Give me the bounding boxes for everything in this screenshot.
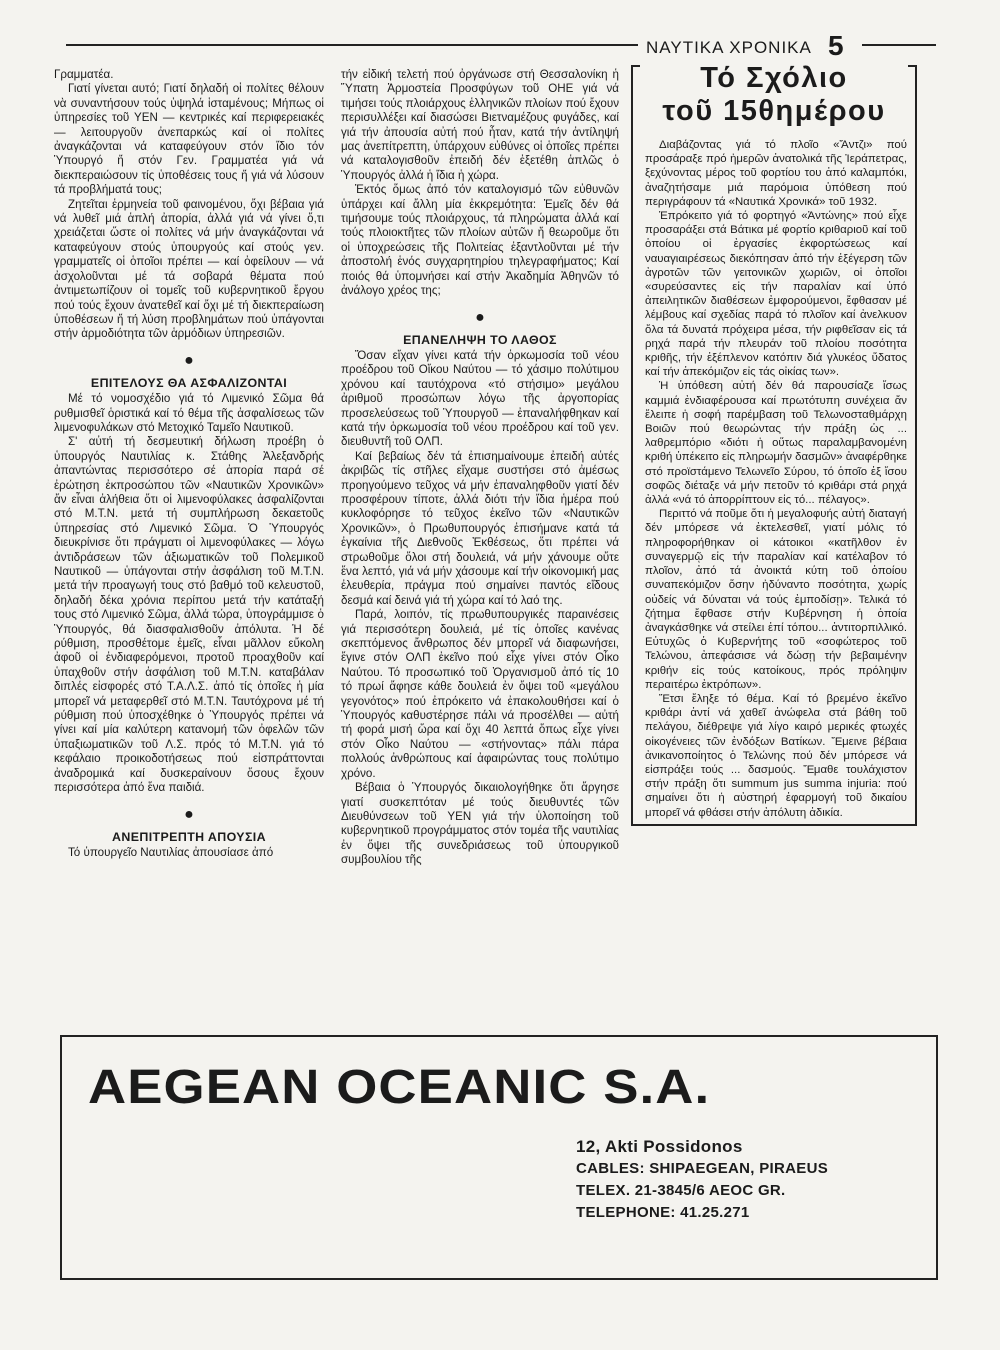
bullet-separator-icon: ● xyxy=(475,308,485,326)
ad-address: 12, Akti Possidonos xyxy=(576,1137,743,1156)
page-number: 5 xyxy=(828,30,844,61)
ad-telephone: TELEPHONE: 41.25.271 xyxy=(576,1204,750,1221)
bullet-separator-icon: ● xyxy=(184,805,194,823)
paragraph: Περιττό νά ποῦμε ὅτι ἡ μεγαλοφυής αὐτή διαταγή δέν μπόρεσε νά ἐκτελεσθεῖ, γιατί μόλις τό πληροφορήθηκαν οἱ κάτοικοι «κατῆλθον ἐν συναγερμῷ εἰς τήν παραλίαν καί κατέλαβον τό πλοῖον, ἀπό τά ἀνοικτά κύτη τοῦ ὁποίου συναπεκόμιζον ὅσην ἠδύναντο ποσότητα, χωρίς οὐδείς νά δύναται νά τούς ἐμποδίσῃ». Τελικά τό ζήτημα ἔφθασε στήν Κυβέρνηση ἡ ὁποία ἀναγκάσθηκε νά στείλει ἐπί τόπου... ἀντιτορπιλλικό. Εὐτυχῶς ὁ Κυβερνήτης τοῦ «σοφώτερος τοῦ Τελώνου, ἀπεφάσισε νά δώσῃ τήν βεβαιμένην κριθήν εἰς τούς κατοίκους, πρός πρόληψιν περαιτέρω ἐκτρόπων». xyxy=(645,508,907,691)
paragraph: τήν εἰδική τελετή πού ὀργάνωσε στή Θεσσαλονίκη ἡ Ὕπατη Ἁρμοστεία Προσφύγων τοῦ ΟΗΕ γιά νά τιμήσει τούς πλοιάρχους ἑλληνικῶν πλοίων πού ἔχουν περισυλλέξει καί διασώσει Βιετναμέζους φυγάδες, καί γιά τήν ἀπουσία αὐτή πού ἦταν, κατά τήν ἀντίληψή μας ἀνεπίτρεπτη, ὑπάρχουν εὐθύνες οἱ ὁποῖες πρέπει νά καταλογισθοῦν ἐπειδή δέν ἐξετέθη ἁπλῶς ὁ Ὑπουργός ἀλλά ἡ ἴδια ἡ χώρα. xyxy=(341,68,619,182)
paragraph: Βέβαια ὁ Ὑπουργός δικαιολογήθηκε ὅτι ἄργησε γιατί συσκεπτόταν μέ τούς διευθυντές τῶν Διευθύνσεων τοῦ ΥΕΝ γιά τήν ὑλοποίηση τοῦ κυβερνητικοῦ προγράμματος στόν τομέα τῆς ναυτιλίας ἐν ὄψει τῆς συνεδριάσεως τοῦ ὑπουργικοῦ συμβουλίου τῆς xyxy=(341,781,619,867)
column-3 xyxy=(645,138,907,820)
section-heading: ΕΠΑΝΕΛΗΨΗ ΤΟ ΛΑΘΟΣ xyxy=(403,332,557,347)
commentary-title xyxy=(640,62,908,128)
magazine-title: ΝΑΥΤΙΚΑ ΧΡΟΝΙΚΑ xyxy=(646,38,812,57)
bullet-separator-icon: ● xyxy=(184,351,194,369)
paragraph: Γραμματέα. xyxy=(54,68,114,81)
commentary-title-line1: Τό Σχόλιο xyxy=(700,62,848,94)
paragraph: Γιατί γίνεται αυτό; Γιατί δηλαδή οἱ πολίτες θέλουν νὰ συναντήσουν τούς ὑψηλά ἱσταμένους; Μήπως οἱ ὑπηρεσίες τοῦ ΥΕΝ — κεντρικές καί περιφερειακές — λειτουργοῦν ἀνεπαρκώς καί οἱ πολίτες ἀναγκάζονται νά καταφεύγουν στόν ἴδιο τόν Ὑπουργό ἤ στόν Γεν. Γραμματέα γιά νά διεκπεραιώσουν τίς ὑποθέσεις τους ἤ γιά νά λύσουν τά προβλήματά τους; xyxy=(54,82,324,197)
paragraph: Ἔτσι ἔληξε τό θέμα. Καί τό βρεμένο ἐκεῖνο κριθάρι ἀντί νά χαθεῖ ἀνώφελα στά βάθη τοῦ πελάγου, διέθρεψε γιά λίγο καιρό μερικές φτωχές οἰκογένειες τῶν ἐνδόξων Βατίκων. Ἔμεινε βέβαια ἀνικανοποίητος ὁ Τελώνης πού δέν μπόρεσε νά εἰσπράξει τούς ... δασμούς. Ἔμαθε τουλάχιστον στήν πράξη ὅτι summum jus summa injuria: πού σημαίνει ὅτι ἡ αὐστηρή ἐφαρμογή τοῦ δικαίου μπορεῖ νά φθάσει στήν ἀπόλυτη ἀδικία. xyxy=(645,692,907,819)
section-heading: ΑΝΕΠΙΤΡΕΠΤΗ ΑΠΟΥΣΙΑ xyxy=(112,829,266,844)
header-rule-right xyxy=(862,44,936,46)
paragraph: Καί βεβαίως δέν τά ἐπισημαίνουμε ἐπειδή αὐτές ἀκριβῶς τίς στῆλες εἴχαμε συστήσει στό ἀμέσως προηγούμενο τεῦχος νά μήν ἐπαναληφθοῦν γιατί δέν προσφέρουν τίποτε, ἀλλά διότι τήν ἴδια ἡμέρα πού κυκλοφόρησε τό τεῦχος ἐκεῖνο τῶν «Ναυτικῶν Χρονικῶν», ὁ Πρωθυπουργός ἐπισήμανε κατά τά ἐγκαίνια τῆς Διεθνοῦς Ἐκθέσεως, ὅτι πρέπει νά στρωθοῦμε ὅλοι στή δουλειά, νά μήν χάνουμε οὔτε ἕνα λεπτό, γιά νά μήν χάσουμε καί τήν οἰκονομική μας ἐλευθερία, πράγμα πού σημαίνει παντός εἴδους δεσμά καί δεινά γιά τή χώρα καί τό λαό της. xyxy=(341,449,619,607)
paragraph: Ἡ ὑπόθεση αὐτή δέν θά παρουσίαζε ἴσως καμμιά ἐνδιαφέρουσα καί πρωτότυπη συνέχεια ἄν ἔλειπε ἡ σοφή παρέμβαση τοῦ Τελωνοσταθμάρχη Βοιῶν πού θεωρώντας τήν πράξη ὡς ... λαθρεμπόριο «διότι ἡ οὕτως παραλαμβανομένη κριθή ὑπέκειτο εἰς πληρωμήν δασμῶν» ἀναφέρθηκε στό προϊστάμενο Τελωνεῖο Σύρου, τό ὁποῖο ἐξ ἴσου σοφῶς διέταξε νά μήν πετοῦν τό κριθάρι στά ρηχά ἀλλά «νά τό ἀπορρίπτουν εἰς τό... πέλαγος». xyxy=(645,380,907,507)
header-rule-left xyxy=(66,44,638,46)
column-2 xyxy=(341,68,619,868)
paragraph: Σ' αὐτή τή δεσμευτική δήλωση προέβη ὁ ὑπουργός Ναυτιλίας κ. Στάθης Ἀλεξανδρής ἀπαντώντας περισσότερο σέ ἀπορία παρά σέ ἐρώτηση ἐκπροσώπου τῶν «Ναυτικῶν Χρονικῶν» ἄν εἶναι ἀλήθεια ὅτι οἱ λιμενοφύλακες ἀσφαλίζονται στό Μ.Τ.Ν. μετά τή συμπλήρωση δεκαετοῦς ὑπηρεσίας στό Λιμενικό Σῶμα. Ὁ Ὑπουργός διευκρίνισε ὅτι πράγματι οἱ λιμενοφύλακες — λόγω ἀντιδράσεων τῶν ἀξιωματικῶν τοῦ Πολεμικοῦ Ναυτικοῦ — ὑπάγονται στήν ἀσφάλιση τοῦ Μ.Τ.Ν. μετά τήν προαγωγή τους στό βαθμό τοῦ κελευστοῦ, δηλαδή δέκα χρόνια περίπου μετά τήν κατάταξή τους στό Λιμενικό Σῶμα, ἀλλά τώρα, ὑπογράμμισε ὁ Ὑπουργός, θά διασφαλισθοῦν ἀπόλυτα. Ἡ δέ ρύθμιση, προσθέτομε ἐμεῖς, εἶναι μᾶλλον εὔκολη ἀφοῦ οἱ ἐνδιαφερόμενοι, προτοῦ προαχθοῦν καί ὑπαχθοῦν στήν ἀσφάλιση τοῦ Μ.Τ.Ν. καταβάλαν διπλές εἰσφορές στό Τ.Α.Λ.Σ. ἀπό τίς ὁποῖες ἡ μία μπορεῖ νά μεταφερθεῖ στό Μ.Τ.Ν. Ταυτόχρονα μέ τή ρύθμιση πού ὑποσχέθηκε ὁ Ὑπουργός πρέπει νά γίνει καί μία καλύτερη κατανομή τῶν ὀφελῶν τῶν ὑπαξιωματικῶν τοῦ Λ.Σ. πρός τό Μ.Τ.Ν. γιά τό κεφάλαιο προικοδοτήσεως πού εἰσπράττονται ἀναδρομικά καί δυσκεραίνουν ὅσους ἔχουν περισσότερα ἀπό ἕνα παιδιά. xyxy=(54,435,324,795)
ad-cables: CABLES: SHIPAEGEAN, PIRAEUS xyxy=(576,1160,829,1177)
column-1 xyxy=(54,68,324,860)
ad-telex: TELEX. 21-3845/6 AEOC GR. xyxy=(576,1182,786,1199)
paragraph: Ἐπρόκειτο γιά τό φορτηγό «Ἀντώνης» πού εἶχε προσαράξει στά Βάτικα μέ φορτίο κριθαριοῦ καί τοῦ ὁποίου οἱ ἐργασίες ἐκφορτώσεως καί ναυαγιαιρέσεως διεκόπησαν ἀπό τήν ἐξέγερση τῶν ἀγροτῶν τῶν γειτονικῶν χωριῶν, οἱ ὁποῖοι «συρεύσαντες εἰς τήν παραλίαν καί ὑπό ἀπειλητικῶν διαθέσεων ἐμφορούμενοι, ἔφθασαν μέ λέμβους καί σχεδίας παρά τό πλοῖον καί ἀνελκυον ὅλα τά δυνατά πρόχειρα μέσα, τήν ριφθεῖσαν εἰς τά ρηχά παρά τήν πλευράν τοῦ πλοίου ποσότητα κριθῆς, τήν ἐξέπλενον κατόπιν διά γλυκέος ὕδατος καί τήν ἀπεκόμιζον εἰς τάς οἰκίας των». xyxy=(645,210,907,379)
paragraph: Ἐκτός ὅμως ἀπό τόν καταλογισμό τῶν εὐθυνῶν ὑπάρχει καί ἄλλη μία ἐκκρεμότητα: Ἐμεῖς δέν θά τιμήσουμε τούς πλοιάρχους, τά πληρώματα ἀλλά καί τούς πλοιοκτῆτες τῶν πλοίων αὐτῶν ἤ θεωροῦμε ὅτι οἱ ὑποχρεώσεις τῆς Πολιτείας ἐξαντλοῦνται μέ τήν ἀποστολή ἑνός συγχαρητηρίου τηλεγραφήματος; Καί ποιός θά ὑπομνήσει καί στήν Ἀκαδημία Ἀθηνῶν τό ἀνάλογο χρέος της; xyxy=(341,183,619,298)
section-heading: ΕΠΙΤΕΛΟΥΣ ΘΑ ΑΣΦΑΛΙΖΟΝΤΑΙ xyxy=(90,375,288,390)
paragraph: Μέ τό νομοσχέδιο γιά τό Λιμενικό Σῶμα θά ρυθμισθεῖ ὁριστικά καί τό θέμα τῆς ἀσφαλίσεως τῶν λιμενοφυλάκων στό Μετοχικό Ταμεῖο Ναυτικοῦ. xyxy=(54,392,324,434)
paragraph: Ὅσαν εἴχαν γίνει κατά τήν ὁρκωμοσία τοῦ νέου προέδρου τοῦ Οἴκου Ναύτου — τό χάσιμο πολύτιμου χρόνου καί ταυτόχρονα «τό στήσιμο» μεγάλου ἀριθμοῦ προσώπων λόγω τῆς ἀργοπορίας προσελεύσεως τοῦ Ὑπουργοῦ — ἐπαναλήφθηκαν καί κατά τήν ὁρκωμοσία τοῦ νέου προέδρου καί τοῦ γεν. διευθυντῆ τοῦ ΟΛΠ. xyxy=(341,348,619,449)
paragraph: Ζητεῖται ἑρμηνεία τοῦ φαινομένου, ὄχι βέβαια γιά νά λυθεῖ μιά ἁπλή ἀπορία, ἀλλά γιά νά γίνει ὅ,τι χρειάζεται ὥστε οἱ πολίτες νά μήν ἀναγκάζονται νά καταφεύγουν στούς ὑπουργούς καί στούς γεν. γραμματεῖς οἱ ὁποῖοι πρέπει — καί ὀφείλουν — νά ἀσχολοῦνται μέ τά σοβαρά θέματα πού ἀντιμετωπίζουν οἱ τομεῖς τοῦ κυβερνητικοῦ ἔργου πού τούς ἔχουν ἀνατεθεῖ καί ὄχι μέ τή διεκπεραίωση ὑποθέσεων ἤ τή λύση προβλημάτων πού ὑπάγονται στήν ἁρμοδιότητα τῶν ἁρμόδιων ὑπηρεσιῶν. xyxy=(54,197,324,341)
commentary-title-line2: τοῦ 15θημέρου xyxy=(662,95,886,127)
paragraph: Διαβάζοντας γιά τό πλοῖο «Ἄντζι» πού προσάραξε πρό ἡμερῶν ἀνατολικά τῆς Ἱεράπετρας, ξεχύνοντας μέρος τοῦ φορτίου του ἀπό καλαμπόκι, ἀναζητήσαμε μιά παρόμοια ὑπόθεση πού περιγράφουν τά «Ναυτικά Χρονικά» τοῦ 1932. xyxy=(645,139,907,208)
paragraph: Τό ὑπουργεῖο Ναυτιλίας ἀπουσίασε ἀπό xyxy=(68,845,274,859)
paragraph: Παρά, λοιπόν, τίς πρωθυπουργικές παραινέσεις γιά περισσότερη δουλειά, μέ τίς ὁποῖες κανένας σκεπτόμενος ἄνθρωπος δέν μπορεῖ νά διαφωνήσει, ἔγινε στόν ΟΛΠ ἐκεῖνο πού εἶχε γίνει στόν Οἶκο Ναύτου. Τό προσωπικό τοῦ Ὀργανισμοῦ ἀπό τίς 10 τό πρωί ἄφησε κάθε δουλειά ἐν ὄψει τοῦ «μεγάλου γεγονότος» πού ἐπρόκειτο νά ἐπακολουθήσει καί ὁ Ὑπουργός καθυστέρησε πάλι νά προσέλθει — αὐτή τή φορά μισή ὥρα καί ὄχι 40 λεπτά ὅπως εἶχε γίνει στόν Οἶκο Ναύτου — «στήνοντας» πάλι πάρα πολλούς ἀνθρώπους καί ἀφαιρώντας τους πολύτιμο χρόνο. xyxy=(341,608,619,780)
advertiser-name: AEGEAN OCEANIC S.A. xyxy=(88,1061,711,1114)
